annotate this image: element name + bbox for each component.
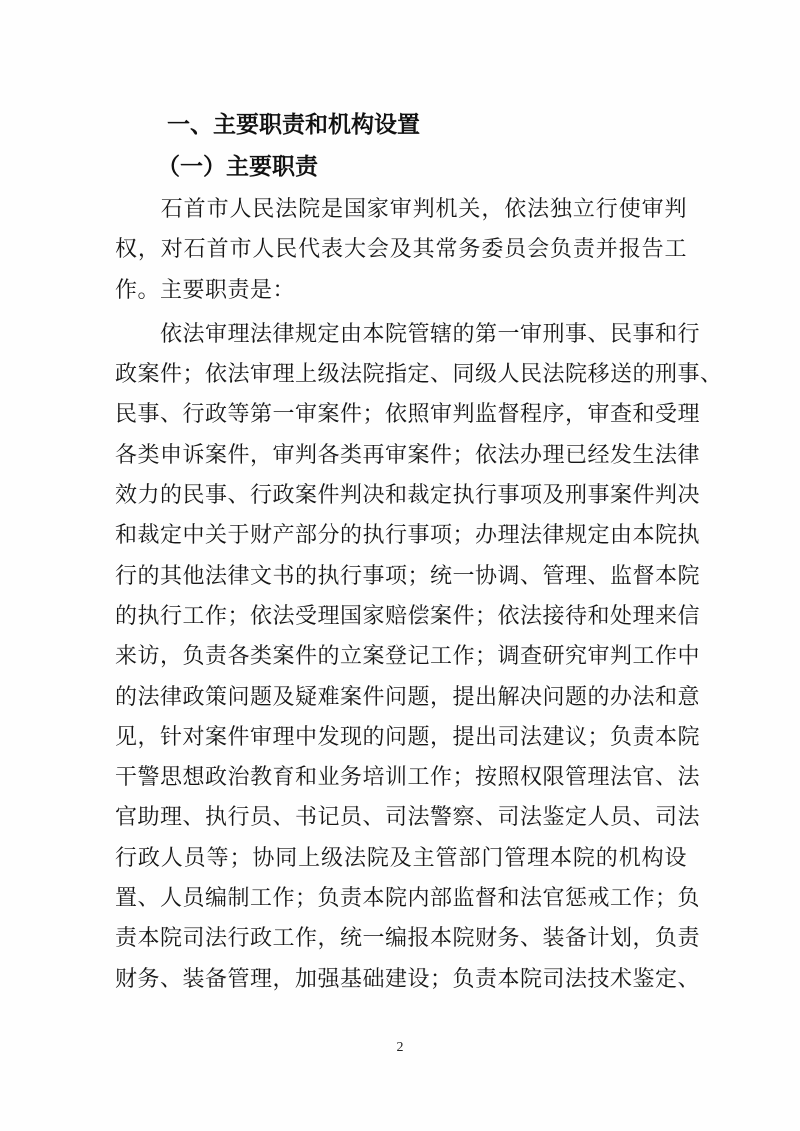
text-line: 依法审理法律规定由本院管辖的第一审刑事、民事和行 [115, 321, 701, 347]
text-line: 干警思想政治教育和业务培训工作；按照权限管理法官、法 [115, 765, 701, 791]
text-line: 石首市人民法院是国家审判机关，依法独立行使审判 [115, 197, 687, 222]
text-line: 作。主要职责是： [115, 277, 296, 303]
text-line: 的执行工作；依法受理国家赔偿案件；依法接待和处理来信 [115, 603, 701, 629]
text-line: 官助理、执行员、书记员、司法警察、司法鉴定人员、司法 [115, 805, 701, 831]
text-line: 来访，负责各类案件的立案登记工作；调查研究审判工作中 [115, 644, 701, 670]
text-line: 行的其他法律文书的执行事项；统一协调、管理、监督本院 [115, 563, 701, 589]
text-line: 效力的民事、行政案件判决和裁定执行事项及刑事案件判决 [115, 483, 701, 509]
text-line: 的法律政策问题及疑难案件问题，提出解决问题的办法和意 [115, 684, 701, 710]
body-text [115, 190, 723, 1000]
text-line: 民事、行政等第一审案件；依照审判监督程序，审查和受理 [115, 402, 701, 428]
text-line: 和裁定中关于财产部分的执行事项；办理法律规定由本院执 [115, 523, 701, 549]
paragraph-intro [115, 190, 687, 311]
text-line: 各类申诉案件，审判各类再审案件；依法办理已经发生法律 [115, 442, 701, 468]
text-line: 财务、装备管理，加强基础建设；负责本院司法技术鉴定、 [115, 966, 701, 992]
text-line: 权，对石首市人民代表大会及其常务委员会负责并报告工 [115, 237, 687, 263]
text-line: 行政人员等；协同上级法院及主管部门管理本院的机构设 [115, 845, 687, 871]
section-heading: 一、主要职责和机构设置 [167, 112, 420, 138]
text-line: 责本院司法行政工作，统一编报本院财务、装备计划，负责 [115, 926, 701, 952]
paragraph-duties [115, 315, 723, 1000]
page-number: 2 [396, 1040, 404, 1055]
subsection-heading: （一）主要职责 [157, 154, 318, 180]
text-line: 政案件；依法审理上级法院指定、同级人民法院移送的刑事、 [115, 362, 723, 388]
text-line: 见，针对案件审理中发现的问题，提出司法建议；负责本院 [115, 724, 701, 750]
text-line: 置、人员编制工作；负责本院内部监督和法官惩戒工作；负 [115, 886, 701, 912]
